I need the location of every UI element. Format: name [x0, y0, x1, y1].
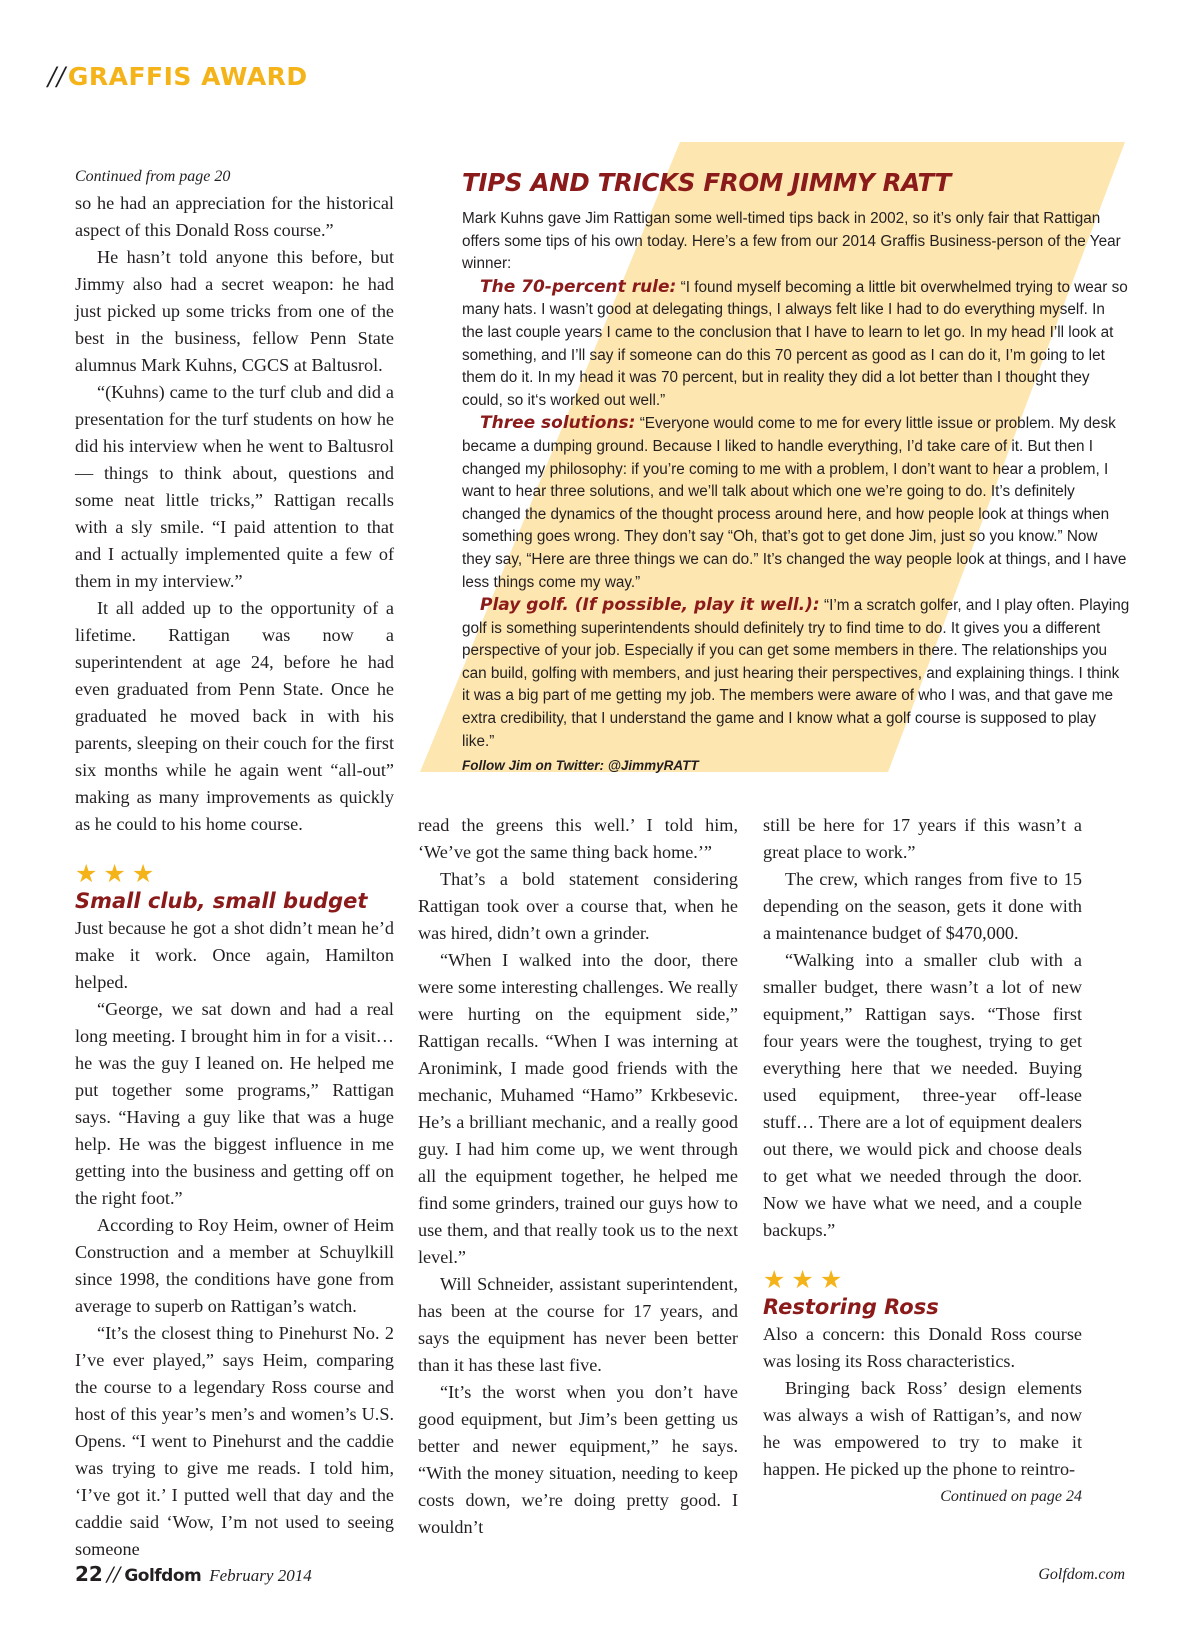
paragraph: “When I walked into the door, there were some interesting challenges. We really were hurting on the equipment side,” Rattigan recalls. “When I was interning at Aronimink, I made good friends with the mechanic, Muhamed “Hamo” Krkbesevic. He’s a brilliant mechanic, and a really good guy. I had him come up, we went through all the equipment together, he helped me find some grinders, trained our guys how to use them, and that really took us to the next level.” — [418, 950, 738, 1267]
tip-text: “Everyone would come to me for every little issue or problem. My desk became a dumping ground. Because I liked to handle everything, I’d take care of it. But then I changed my philosophy: if you’re coming to me with a problem, I don’t want to hear a problem, I want to hear three solutions, and we’ll talk about which one we’re going to do. It’s definitely changed the dynamics of the thought process around here, and how people look at things when something goes wrong. They don’t say “Oh, that’s got to get done Jim, just so you know.” Now they say, “Here are three things we can do.” It’s changed the way people look at things, and I have less things come my way.” — [462, 415, 1127, 591]
tip-three-solutions — [462, 412, 1130, 594]
footer-slashes: // — [106, 1562, 121, 1586]
paragraph: “(Kuhns) came to the turf club and did a presentation for the turf students on how he did his interview when he went to Baltusrol — things to think about, questions and some neat little tricks,” Rattigan recalls with a sly smile. “I paid attention to that and I actually implemented quite a few of them in my interview.” — [75, 382, 394, 591]
paragraph: read the greens this well.’ I told him, ‘We’ve got the same thing back home.’” — [418, 815, 738, 862]
tip-70-percent — [462, 276, 1130, 413]
twitter-follow: Follow Jim on Twitter: @JimmyRATT — [462, 758, 699, 774]
star-divider-icon: ★★★ — [763, 1265, 849, 1294]
paragraph: Also a concern: this Donald Ross course was losing its Ross characteristics. — [763, 1324, 1082, 1371]
paragraph: still be here for 17 years if this wasn’t a great place to work.” — [763, 815, 1082, 862]
website: Golfdom.com — [1038, 1566, 1125, 1583]
paragraph: “It’s the closest thing to Pinehurst No. 2 I’ve ever played,” says Heim, comparing the course to a legendary Ross course and host of this year’s men’s and women’s U.S. Opens. “I went to Pinehurst and the caddie was trying to give me reads. I told him, ‘I’ve got it.’ I putted well that day and the caddie said ‘Wow, I’m not used to seeing someone — [75, 1323, 394, 1559]
paragraph: Will Schneider, assistant superintendent, has been at the course for 17 years, and says the equipment has never been better than it has these last five. — [418, 1274, 738, 1375]
page-number: 22 — [75, 1562, 103, 1586]
paragraph: “George, we sat down and had a real long meeting. I brought him in for a visit… he was the guy I leaned on. He helped me put together some programs,” Rattigan says. “Having a guy like that was a huge help. He was the biggest influence in me getting into the business and getting off on the right foot.” — [75, 999, 394, 1208]
tip-heading: Play golf. (If possible, play it well.): — [480, 595, 820, 616]
paragraph: That’s a bold statement considering Rattigan took over a course that, when he was hired, didn’t own a grinder. — [418, 869, 738, 943]
tip-play-golf — [462, 594, 1130, 753]
paragraph: Bringing back Ross’ design elements was always a wish of Rattigan’s, and now he was empowered to try to make it happen. He picked up the phone to reintro- — [763, 1378, 1082, 1479]
paragraph: “Walking into a smaller club with a smaller budget, there wasn’t a lot of new equipment,” Rattigan says. “Those first four years were the toughest, trying to get everything here that we needed. Buying used equipment, three-year off-lease stuff… There are a lot of equipment dealers out there, we would pick and choose deals to get what we needed through the door. Now we have what we need, and a couple backups.” — [763, 950, 1082, 1240]
magazine-brand: Golfdom — [124, 1566, 202, 1586]
paragraph: The crew, which ranges from five to 15 depending on the season, gets it done with a maintenance budget of $470,000. — [763, 869, 1082, 943]
column-1 — [75, 163, 394, 1563]
subhead-restoring-ross: Restoring Ross — [763, 1295, 939, 1319]
tip-heading: The 70-percent rule: — [480, 276, 677, 297]
star-divider-icon: ★★★ — [75, 859, 161, 888]
column-2 — [418, 812, 738, 1541]
continued-on: Continued on page 24 — [940, 1488, 1082, 1505]
sidebar-intro: Mark Kuhns gave Jim Rattigan some well-timed tips back in 2002, so it’s only fair that Rattigan offers some tips of his own today. Here’s a few from our 2014 Graffis Business-person of the Year winner: — [462, 210, 1121, 273]
section-title: GRAFFIS AWARD — [67, 62, 308, 91]
paragraph: Just because he got a shot didn’t mean he’d make it work. Once again, Hamilton helped. — [75, 918, 394, 992]
paragraph: According to Roy Heim, owner of Heim Construction and a member at Schuylkill since 1998, the conditions have gone from average to superb on Rattigan’s watch. — [75, 1215, 394, 1316]
section-label — [48, 62, 308, 91]
column-3 — [763, 812, 1082, 1510]
sidebar-title: TIPS AND TRICKS FROM JIMMY RATT — [462, 168, 951, 197]
tip-text: “I found myself becoming a little bit overwhelmed trying to wear so many hats. I wasn’t good at delegating things, I always felt like I had to do everything myself. In the last couple years I came to the conclusion that I have to learn to let go. In my head I’ll look at something, and I’ll say if someone can do this 70 percent as good as I can do it, I’m going to let them do it. In my head it was 70 percent, but in reality they did a lot better than I thought they could, so it‘s worked out well.” — [462, 278, 1128, 409]
page-footer — [75, 1562, 1125, 1592]
paragraph: It all added up to the opportunity of a lifetime. Rattigan was now a superintendent at age 24, before he had even graduated from Penn State. Once he graduated he moved back in with his parents, sleeping on their couch for the first six months while he again went “all-out” making as many improvements as quickly as he could to his home course. — [75, 598, 394, 834]
tips-sidebar — [462, 164, 1130, 778]
tip-heading: Three solutions: — [480, 413, 636, 434]
tip-text: “I’m a scratch golfer, and I play often. Playing golf is something superintendents should definitely try to find time to do. It gives you a different perspective of your job. Especially if you can get some members in there. The relationships you can build, golfing with members, and just hearing their perspectives, and explaining things. I think it was a big part of me getting my job. The members were aware of who I was, and that gave me extra credibility, that I understand the game and I know what a golf course is supposed to play like.” — [462, 597, 1130, 750]
subhead-small-club: Small club, small budget — [75, 889, 368, 913]
issue-date: February 2014 — [209, 1566, 312, 1585]
section-slashes: // — [48, 62, 66, 91]
paragraph: He hasn’t told anyone this before, but Jimmy also had a secret weapon: he had just picked up some tricks from one of the best in the business, fellow Penn State alumnus Mark Kuhns, CGCS at Baltusrol. — [75, 247, 394, 375]
continued-from: Continued from page 20 — [75, 168, 231, 185]
paragraph: so he had an appreciation for the historical aspect of this Donald Ross course.” — [75, 193, 394, 240]
paragraph: “It’s the worst when you don’t have good equipment, but Jim’s been getting us better and newer equipment,” he says. “With the money situation, needing to keep costs down, we’re doing pretty good. I wouldn’t — [418, 1382, 738, 1537]
